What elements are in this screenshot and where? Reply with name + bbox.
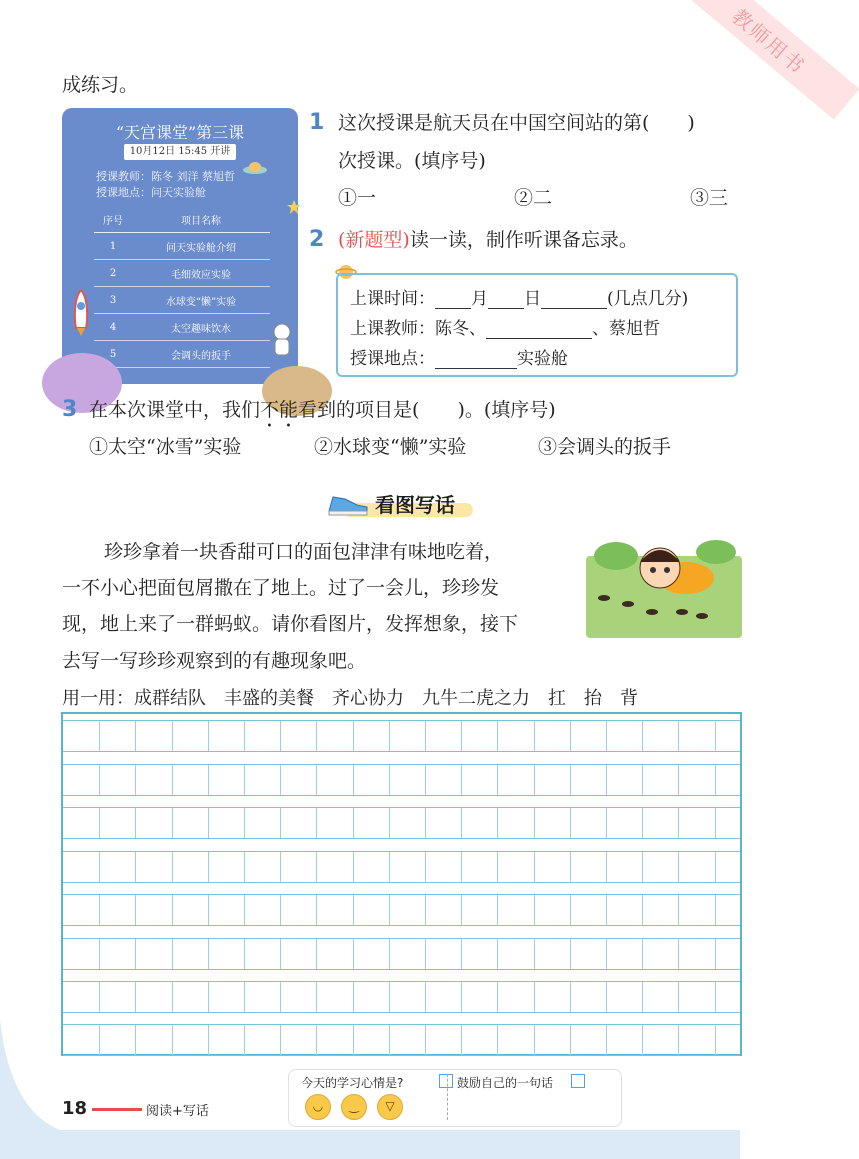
grid-row bbox=[63, 720, 740, 752]
grid-cell-line bbox=[461, 765, 498, 795]
grid-cell-line bbox=[606, 939, 643, 969]
grid-cell-line bbox=[678, 852, 715, 882]
q1-option-3[interactable]: ③三 bbox=[690, 187, 729, 209]
grid-cell-line bbox=[208, 939, 245, 969]
grid-cell-line bbox=[678, 721, 715, 751]
grid-cell-line bbox=[715, 808, 752, 838]
grid-cell-line bbox=[425, 939, 462, 969]
q1-number: 1 bbox=[309, 110, 325, 135]
grid-cell-line bbox=[135, 895, 172, 925]
q3-emphasis: 不能 bbox=[260, 399, 299, 421]
grid-cell-line bbox=[353, 808, 390, 838]
grid-cell-line bbox=[425, 895, 462, 925]
ufo-icon bbox=[242, 160, 268, 176]
encourage-label: 鼓励自己的一句话 bbox=[457, 1076, 554, 1090]
row-no: 4 bbox=[94, 314, 132, 341]
q2-text: 读一读，制作听课备忘录。 bbox=[409, 229, 638, 251]
q3-number: 3 bbox=[62, 397, 78, 422]
q3-option-1[interactable]: ①太空“冰雪”实验 bbox=[89, 436, 242, 458]
grid-cell-line bbox=[497, 939, 534, 969]
grid-cell-line bbox=[172, 895, 209, 925]
pencil-icon bbox=[571, 1074, 585, 1088]
grid-cell-line bbox=[316, 721, 353, 751]
grid-cell-line bbox=[280, 982, 317, 1012]
grid-cell-line bbox=[353, 765, 390, 795]
grid-cell-line bbox=[389, 895, 426, 925]
grid-cell-line bbox=[280, 765, 317, 795]
grid-cell-line bbox=[244, 939, 281, 969]
grid-cell-line bbox=[425, 765, 462, 795]
mood-panel bbox=[288, 1069, 622, 1127]
place-blank[interactable] bbox=[435, 350, 517, 369]
grid-cell-line bbox=[715, 982, 752, 1012]
grid-cell-line bbox=[172, 765, 209, 795]
grid-cell-line bbox=[715, 852, 752, 882]
writing-grid[interactable] bbox=[61, 712, 742, 1056]
memo-box bbox=[336, 273, 738, 377]
grid-cell-line bbox=[135, 808, 172, 838]
grid-cell-line bbox=[208, 721, 245, 751]
q1-option-1[interactable]: ①一 bbox=[338, 187, 377, 209]
grid-cell-line bbox=[135, 982, 172, 1012]
grid-cell-line bbox=[244, 765, 281, 795]
grid-cell-line bbox=[353, 939, 390, 969]
grid-cell-line bbox=[678, 939, 715, 969]
card-place: 授课地点：问天实验舱 bbox=[96, 186, 206, 199]
grid-cell-line bbox=[280, 808, 317, 838]
grid-cell-line bbox=[570, 895, 607, 925]
grid-cell-line bbox=[534, 982, 571, 1012]
grid-cell-line bbox=[461, 852, 498, 882]
grid-cell-line bbox=[497, 721, 534, 751]
memo-place-row bbox=[350, 349, 568, 369]
card-date: 10月12日 15:45 开讲 bbox=[124, 144, 236, 160]
grid-cell-line bbox=[678, 765, 715, 795]
grid-cell-line bbox=[461, 721, 498, 751]
grid-cell-line bbox=[208, 765, 245, 795]
grid-cell-line bbox=[280, 852, 317, 882]
time-blank[interactable] bbox=[541, 290, 607, 309]
grid-cell-line bbox=[99, 939, 136, 969]
grid-cell-line bbox=[244, 808, 281, 838]
row-no: 2 bbox=[94, 260, 132, 287]
grid-row bbox=[63, 764, 740, 796]
grid-cell-line bbox=[353, 721, 390, 751]
table-row bbox=[94, 287, 270, 314]
grid-row bbox=[63, 894, 740, 926]
new-type-tag: (新题型) bbox=[338, 229, 410, 251]
grid-cell-line bbox=[678, 895, 715, 925]
grid-row bbox=[63, 981, 740, 1013]
grid-cell-line bbox=[244, 852, 281, 882]
rocket-icon bbox=[68, 288, 94, 338]
time-label: 上课时间： bbox=[350, 289, 435, 309]
grid-cell-line bbox=[135, 721, 172, 751]
neutral-face-icon[interactable]: ‿ bbox=[341, 1094, 367, 1120]
row-name: 问天实验舱介绍 bbox=[132, 233, 270, 260]
grid-cell-line bbox=[461, 939, 498, 969]
grid-cell-line bbox=[172, 808, 209, 838]
grid-cell-line bbox=[172, 982, 209, 1012]
q2-line bbox=[338, 229, 638, 252]
grid-cell-line bbox=[425, 721, 462, 751]
grid-cell-line bbox=[642, 852, 679, 882]
grid-cell-line bbox=[534, 939, 571, 969]
row-no: 3 bbox=[94, 287, 132, 314]
table-row bbox=[94, 314, 270, 341]
q1-line1: 这次授课是航天员在中国空间站的第( ) bbox=[338, 112, 695, 134]
table-row bbox=[94, 260, 270, 287]
grid-cell-line bbox=[389, 939, 426, 969]
grid-cell-line bbox=[642, 939, 679, 969]
memo-time-row bbox=[350, 289, 688, 309]
star-icon bbox=[287, 200, 301, 214]
row-no: 5 bbox=[94, 341, 132, 368]
grid-cell-line bbox=[606, 852, 643, 882]
teacher-blank[interactable] bbox=[486, 320, 592, 339]
grid-cell-line bbox=[534, 808, 571, 838]
grid-cell-line bbox=[715, 765, 752, 795]
grid-cell-line bbox=[172, 852, 209, 882]
grid-cell-line bbox=[606, 721, 643, 751]
section-title: 看图写话 bbox=[375, 493, 455, 517]
series-logo bbox=[92, 1108, 142, 1111]
grid-cell-line bbox=[570, 982, 607, 1012]
grid-cell-line bbox=[606, 895, 643, 925]
grid-cell-line bbox=[606, 982, 643, 1012]
grid-cell-line bbox=[208, 982, 245, 1012]
corner-ribbon bbox=[690, 0, 840, 110]
teacher-label: 上课教师：陈冬、 bbox=[350, 319, 486, 339]
grid-cell-line bbox=[244, 895, 281, 925]
grid-cell-line bbox=[497, 765, 534, 795]
grid-cell-line bbox=[425, 852, 462, 882]
girl-and-ants-illustration bbox=[586, 526, 742, 638]
section-header bbox=[323, 487, 475, 519]
grid-cell-line bbox=[316, 808, 353, 838]
grid-cell-line bbox=[570, 939, 607, 969]
table-row bbox=[94, 341, 270, 368]
place-label: 授课地点： bbox=[350, 349, 435, 369]
month-label: 月 bbox=[471, 289, 488, 309]
page-number: 18 bbox=[62, 1098, 88, 1119]
grid-cell-line bbox=[353, 852, 390, 882]
grid-cell-line bbox=[208, 852, 245, 882]
grid-cell-line bbox=[642, 808, 679, 838]
grid-cell-line bbox=[135, 939, 172, 969]
grid-cell-line bbox=[534, 852, 571, 882]
grid-cell-line bbox=[389, 765, 426, 795]
story-line-4: 去写一写珍珍观察到的有趣现象吧。 bbox=[62, 650, 367, 672]
grid-cell-line bbox=[678, 808, 715, 838]
grid-row bbox=[63, 807, 740, 839]
row-name: 水球变“懒”实验 bbox=[132, 287, 270, 314]
grid-cell-line bbox=[135, 765, 172, 795]
grid-cell-line bbox=[497, 852, 534, 882]
q3-text-before: 在本次课堂中，我们 bbox=[89, 399, 261, 421]
q3-option-2[interactable]: ②水球变“懒”实验 bbox=[314, 436, 467, 458]
grid-cell-line bbox=[642, 721, 679, 751]
memo-teacher-row bbox=[350, 319, 660, 339]
grid-cell-line bbox=[389, 852, 426, 882]
grid-row bbox=[63, 851, 740, 883]
day-blank[interactable] bbox=[488, 290, 524, 309]
time-hint: (几点几分) bbox=[607, 289, 689, 309]
day-label: 日 bbox=[524, 289, 541, 309]
grid-cell-line bbox=[208, 895, 245, 925]
astronaut-icon bbox=[268, 322, 296, 362]
grid-cell-line bbox=[570, 721, 607, 751]
grid-cell-line bbox=[316, 852, 353, 882]
grid-cell-line bbox=[389, 982, 426, 1012]
q3-text-after: 看到的项目是( )。(填序号) bbox=[298, 399, 556, 421]
series-label: 阅读+写话 bbox=[146, 1104, 209, 1119]
card-table bbox=[94, 206, 270, 368]
card-title: “天宫课堂”第三课 bbox=[115, 123, 245, 142]
grid-cell-line bbox=[715, 939, 752, 969]
grid-cell-line bbox=[353, 895, 390, 925]
grid-cell-line bbox=[642, 982, 679, 1012]
grid-cell-line bbox=[678, 982, 715, 1012]
grid-cell-line bbox=[244, 721, 281, 751]
story-line-1: 珍珍拿着一块香甜可口的面包津津有味地吃着， bbox=[104, 541, 504, 563]
grid-cell-line bbox=[280, 939, 317, 969]
story-line-2: 一不小心把面包屑撒在了地上。过了一会儿，珍珍发 bbox=[62, 577, 500, 599]
grid-cell-line bbox=[316, 765, 353, 795]
q3-line bbox=[89, 399, 556, 432]
grid-cell-line bbox=[425, 982, 462, 1012]
grid-cell-line bbox=[715, 721, 752, 751]
grid-cell-line bbox=[316, 939, 353, 969]
grid-cell-line bbox=[715, 895, 752, 925]
grid-cell-line bbox=[280, 895, 317, 925]
grid-cell-line bbox=[534, 895, 571, 925]
q2-number: 2 bbox=[309, 227, 325, 252]
grid-cell-line bbox=[353, 982, 390, 1012]
grid-cell-line bbox=[172, 939, 209, 969]
q3-option-3[interactable]: ③会调头的扳手 bbox=[538, 436, 672, 458]
grid-cell-line bbox=[461, 808, 498, 838]
grid-cell-line bbox=[99, 852, 136, 882]
place-tail: 实验舱 bbox=[517, 349, 568, 369]
grid-cell-line bbox=[135, 852, 172, 882]
grid-cell-line bbox=[461, 982, 498, 1012]
table-row bbox=[94, 233, 270, 260]
grid-cell-line bbox=[461, 895, 498, 925]
grid-cell-line bbox=[280, 721, 317, 751]
corner-label: 教师用书 bbox=[681, 0, 859, 120]
intro-line: 成练习。 bbox=[62, 74, 139, 96]
grid-cell-line bbox=[244, 982, 281, 1012]
grid-cell-line bbox=[316, 895, 353, 925]
grid-cell-line bbox=[497, 982, 534, 1012]
q1-option-2[interactable]: ②二 bbox=[514, 187, 553, 209]
teacher-tail: 、蔡旭哲 bbox=[592, 319, 660, 339]
grid-cell-line bbox=[208, 808, 245, 838]
grid-cell-line bbox=[389, 721, 426, 751]
mood-checkbox-icon bbox=[439, 1074, 453, 1088]
grid-cell-line bbox=[570, 765, 607, 795]
grid-cell-line bbox=[99, 808, 136, 838]
grid-cell-line bbox=[99, 982, 136, 1012]
story-line-3: 现，地上来了一群蚂蚁。请你看图片，发挥想象，接下 bbox=[62, 613, 519, 635]
happy-face-icon[interactable]: ▽ bbox=[377, 1094, 403, 1120]
card-header-no: 序号 bbox=[94, 206, 132, 233]
grid-cell-line bbox=[172, 721, 209, 751]
mood-divider bbox=[447, 1074, 449, 1120]
grid-cell-line bbox=[570, 852, 607, 882]
grid-cell-line bbox=[389, 808, 426, 838]
grid-cell-line bbox=[99, 721, 136, 751]
row-name: 会调头的扳手 bbox=[132, 341, 270, 368]
mood-question: 今天的学习心情是? bbox=[301, 1076, 404, 1090]
schedule-card bbox=[62, 108, 298, 384]
card-header-name: 项目名称 bbox=[132, 206, 270, 233]
grid-cell-line bbox=[606, 765, 643, 795]
sad-face-icon[interactable]: ◡ bbox=[305, 1094, 331, 1120]
row-no: 1 bbox=[94, 233, 132, 260]
grid-cell-line bbox=[99, 895, 136, 925]
grid-cell-line bbox=[425, 808, 462, 838]
grid-cell-line bbox=[570, 808, 607, 838]
grid-cell-line bbox=[642, 895, 679, 925]
card-teachers: 授课教师：陈冬 刘洋 蔡旭哲 bbox=[96, 170, 235, 183]
grid-cell-line bbox=[99, 765, 136, 795]
grid-cell-line bbox=[497, 808, 534, 838]
grid-cell-line bbox=[642, 765, 679, 795]
grid-row bbox=[63, 938, 740, 970]
sneaker-icon bbox=[327, 491, 369, 517]
row-name: 毛细效应实验 bbox=[132, 260, 270, 287]
q1-line2: 次授课。(填序号) bbox=[338, 150, 486, 172]
grid-cell-line bbox=[534, 765, 571, 795]
grid-cell-line bbox=[316, 982, 353, 1012]
grid-cell-line bbox=[497, 895, 534, 925]
grid-cell-line bbox=[606, 808, 643, 838]
grid-cell-line bbox=[534, 721, 571, 751]
use-words-line: 用一用：成群结队 丰盛的美餐 齐心协力 九牛二虎之力 扛 抬 背 bbox=[62, 688, 638, 709]
month-blank[interactable] bbox=[435, 290, 471, 309]
row-name: 太空趣味饮水 bbox=[132, 314, 270, 341]
